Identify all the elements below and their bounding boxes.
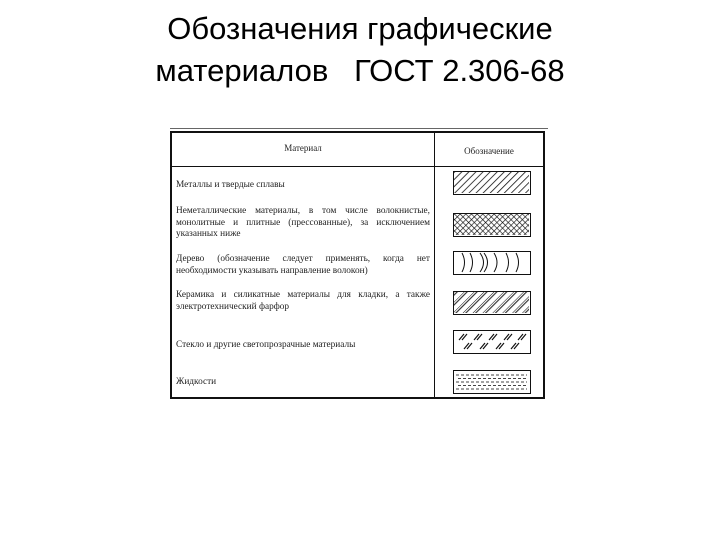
material-table [170,131,545,399]
header-material: Материал [284,143,322,153]
metal-hatch-icon [453,171,531,195]
slide-title [0,8,720,92]
glass-hatch-icon [453,330,531,354]
row-text-metals: Металлы и твердые сплавы [176,180,285,190]
row-text-nonmetals: Неметаллические материалы, в том числе волокнистые, монолитные и плитные (прессованные), за исключением указанных ниже [176,206,430,239]
row-text-wood: Дерево (обозначение следует применять, когда нет необходимости указывать направление волокон) [176,254,430,276]
liquid-hatch-icon [453,370,531,394]
ceramic-hatch-icon [453,291,531,315]
slide-title-line-2: материалов ГОСТ 2.306-68 [155,53,565,88]
slide-title-line-1: Обозначения графические [167,11,553,46]
row-text-glass: Стекло и другие светопрозрачные материалы [176,340,356,350]
wood-grain-icon [453,251,531,275]
nonmetal-crosshatch-icon [453,213,531,237]
gost-material-table-figure [170,128,550,400]
header-symbol: Обозначение [464,146,514,156]
row-text-ceramics: Керамика и силикатные материалы для кладки, а также электротехнический фарфор [176,290,430,312]
table-header [172,133,543,167]
row-text-liquids: Жидкости [176,377,217,387]
column-divider [434,133,435,397]
top-rule [170,128,548,129]
